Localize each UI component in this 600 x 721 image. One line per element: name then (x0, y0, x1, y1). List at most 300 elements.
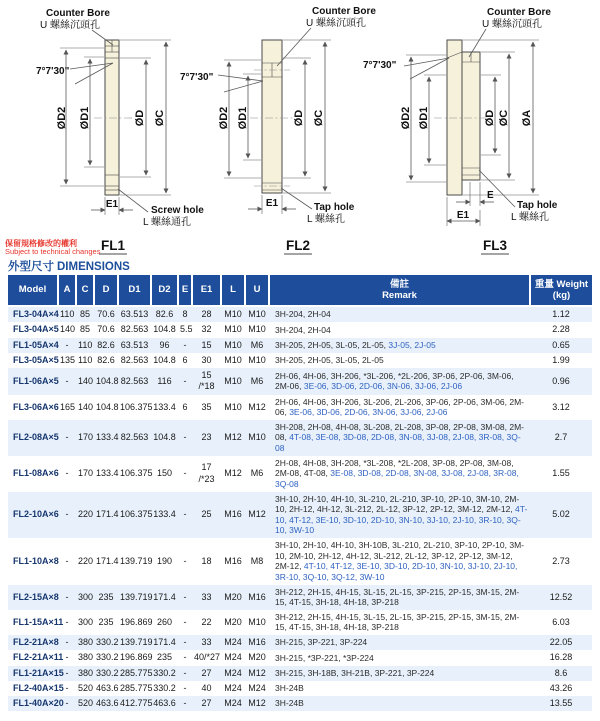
a-cell: - (58, 338, 76, 353)
remark-text: 3H-205, 2H-05, 3L-05, 2L-05 (275, 355, 384, 366)
u-cell: M10 (245, 420, 269, 456)
col-header-d1: D1 (118, 275, 151, 306)
remark-cell (269, 395, 530, 420)
fl1-counterbore-leader (92, 30, 113, 45)
u-cell: M6 (245, 338, 269, 353)
e1-cell: 40/*27 (194, 652, 221, 663)
c-cell: 110 (78, 354, 93, 365)
fl2-counter-bore-label-zh: U 螺絲沉頭孔 (306, 18, 366, 29)
remark-text: 3H-24B (275, 698, 304, 709)
remark-text: 3H-10, 2H-10, 4H-10, 3H-10B, 3L-210, 2L-210, 3P-10, 2P-10, 3M-10, 2M-10, 2H-12, 4H-12, 3L-212, 2L-12, 3P-12, 2P-12, 3M-12, 2M-12, (275, 540, 524, 572)
c-cell: 85 (76, 306, 94, 322)
u-cell: M16 (245, 635, 269, 650)
e-cell: - (178, 666, 192, 681)
remark-cell (269, 696, 530, 711)
col-header-d: D (94, 275, 118, 306)
a-cell: - (65, 652, 69, 663)
c-cell: 170 (78, 467, 94, 478)
remark-text-blue: 4T-10, 4T-12, 3E-10, 3D-10, 2D-10, 3N-10, 3J-10, 2J-10, 3R-10, 3Q-10, 3W-10 (275, 504, 528, 536)
e1-cell: 32 (201, 324, 212, 335)
e1-cell: 17 /*23 (198, 462, 215, 484)
table-row (8, 456, 592, 492)
section-title-en: DIMENSIONS (57, 261, 130, 273)
weight-cell: 13.55 (530, 696, 592, 711)
c-cell: 380 (76, 635, 94, 650)
e1-cell: 30 (201, 354, 212, 365)
l-cell: M24 (221, 696, 245, 711)
l-cell: M24 (224, 652, 242, 663)
model-cell: FL2-40A×15 (13, 682, 64, 693)
flange-diagrams (0, 0, 600, 258)
d-cell: 235 (94, 585, 118, 610)
fl1-dia-label-od2: ØD2 (55, 106, 68, 130)
e-cell: 5.5 (180, 324, 193, 335)
model-cell: FL1-40A×20 (8, 696, 58, 711)
c-cell: 520 (76, 696, 94, 711)
model-cell: FL1-15A×11 (13, 616, 64, 627)
e1-cell: 15 /*18 (192, 368, 221, 395)
table-row (8, 338, 592, 353)
remark-cell (269, 368, 530, 395)
a-cell: 110 (58, 306, 76, 322)
fl2-dia-label-oc: ØC (312, 109, 325, 127)
e1-cell: 22 (201, 616, 212, 627)
fl2-counter-bore-label-en: Counter Bore (312, 6, 376, 17)
l-cell: M24 (221, 666, 245, 681)
d-cell: 70.6 (94, 306, 118, 322)
d1-cell: 82.563 (118, 420, 151, 456)
c-cell: 300 (78, 616, 94, 627)
model-cell: FL1-05A×4 (8, 338, 58, 353)
l-cell: M16 (221, 492, 245, 539)
fl1-hole-label-zh: L 螺絲通孔 (143, 217, 191, 228)
table-row (8, 306, 592, 322)
remark-text: 3H-205, 2H-05, 3L-05, 2L-05, (275, 339, 387, 350)
model-cell: FL3-05A×5 (13, 354, 59, 365)
l-cell: M24 (224, 682, 242, 693)
model-cell: FL1-06A×5 (8, 368, 58, 395)
c-cell: 220 (76, 492, 94, 539)
fl2-taper-line (218, 75, 263, 81)
d2-cell: 171.4 (151, 585, 178, 610)
table-row (8, 538, 592, 585)
weight-cell: 6.03 (552, 616, 570, 627)
d1-cell: 139.719 (118, 585, 151, 610)
e-cell: 6 (182, 401, 188, 412)
d1-cell: 139.719 (118, 635, 151, 650)
weight-cell: 22.05 (530, 635, 592, 650)
d2-cell: 463.6 (151, 696, 178, 711)
l-cell: M20 (221, 585, 245, 610)
col-header-l: L (221, 275, 245, 306)
remark-text: 3H-215, 3H-18B, 3H-21B, 3P-221, 3P-224 (275, 667, 435, 678)
model-cell: FL1-10A×8 (13, 555, 59, 566)
remark-cell (269, 610, 530, 635)
e-cell: - (178, 585, 192, 610)
c-cell: 220 (78, 555, 94, 566)
fl1-dia-label-od1: ØD1 (78, 106, 91, 130)
table-header-row (8, 275, 592, 306)
a-cell: - (58, 585, 76, 610)
d2-cell: 116 (151, 368, 178, 395)
fl3-e1-label: E1 (456, 210, 470, 221)
col-header-c: C (76, 275, 94, 306)
col-header-weight (530, 275, 592, 306)
disclaimer-en: Subject to technical changes (5, 247, 101, 257)
d1-cell: 63.513 (118, 306, 151, 322)
fl1-counter-bore-label-en: Counter Bore (46, 8, 110, 19)
a-cell: - (65, 616, 69, 627)
e-cell: - (183, 616, 187, 627)
col-header-model: Model (8, 275, 58, 306)
a-cell: - (58, 696, 76, 711)
l-cell: M10 (221, 338, 245, 353)
a-cell: - (58, 420, 76, 456)
c-cell: 170 (76, 420, 94, 456)
e-cell: - (178, 492, 192, 539)
fl2-title: FL2 (285, 238, 311, 253)
u-cell: M8 (250, 555, 264, 566)
d1-cell: 82.563 (118, 368, 151, 395)
fl3-dia-label-od1: ØD1 (417, 106, 430, 130)
d1-cell: 63.513 (118, 338, 151, 353)
table-row (8, 635, 592, 650)
e1-cell: 25 (192, 492, 221, 539)
table-row (8, 666, 592, 681)
fl3-dia-label-od2: ØD2 (399, 106, 412, 130)
fl3-flange-hub (447, 40, 462, 195)
u-cell: M20 (248, 652, 266, 663)
remark-text: 2H-06, 4H-06, 3H-206, 3L-206, 2L-206, 3P-06, 2P-06, 3M-06, 2M-06, (275, 396, 524, 418)
d2-cell: 235 (156, 652, 173, 663)
dimensions-table-body (8, 306, 592, 711)
remark-text: 3H-24B (275, 683, 304, 694)
e-cell: - (178, 420, 192, 456)
d2-cell: 330.2 (153, 682, 176, 693)
d-cell: 70.6 (97, 324, 115, 335)
d1-cell: 106.375 (118, 492, 151, 539)
fl1-dia-label-od: ØD (133, 109, 146, 127)
fl3-hole-label-zh: L 螺絲孔 (511, 212, 549, 223)
col-header-d2: D2 (151, 275, 178, 306)
fl3-counter-bore-label-en: Counter Bore (487, 7, 551, 18)
weight-cell: 5.02 (530, 492, 592, 539)
e1-cell: 27 (192, 696, 221, 711)
e1-cell: 33 (192, 585, 221, 610)
d1-cell: 106.375 (120, 401, 153, 412)
weight-cell: 8.6 (530, 666, 592, 681)
table-row (8, 585, 592, 610)
col-header-remark-en: Remark (382, 290, 417, 301)
table-row (8, 650, 592, 665)
remark-text: 3H-215, 3P-221, 3P-224 (275, 637, 368, 648)
remark-text: 3H-10, 2H-10, 4H-10, 3L-210, 2L-210, 3P-10, 2P-10, 3M-10, 2M-10, 2H-12, 4H-12, 3L-212, 2L-12, 3P-12, 2P-12, 3M-12, 2M-12, (275, 493, 520, 515)
remark-cell (269, 538, 530, 585)
fl3-title: FL3 (482, 238, 508, 253)
c-cell: 380 (76, 666, 94, 681)
fl1-dia-label-oc: ØC (153, 109, 166, 127)
d-cell: 171.4 (96, 555, 119, 566)
remark-cell (269, 585, 530, 610)
l-cell: M16 (224, 555, 242, 566)
d-cell: 82.6 (94, 338, 118, 353)
a-cell: 165 (60, 401, 76, 412)
d1-cell: 196.869 (120, 652, 153, 663)
fl2-e1-label: E1 (265, 198, 279, 209)
remark-text-blue: 3J-05, 2J-05 (388, 339, 436, 350)
e-cell: - (183, 467, 187, 478)
d2-cell: 96 (151, 338, 178, 353)
table-row (8, 610, 592, 635)
e-cell: - (183, 652, 187, 663)
fl1-screwhole-leader (118, 189, 148, 212)
d2-cell: 104.8 (153, 324, 176, 335)
c-cell: 520 (78, 682, 94, 693)
u-cell: M12 (245, 492, 269, 539)
d1-cell: 196.869 (120, 616, 153, 627)
e-cell: 8 (178, 306, 192, 322)
fl2-diagram (180, 6, 376, 254)
a-cell: - (65, 555, 69, 566)
fl1-hole-label-en: Screw hole (151, 205, 204, 216)
d2-cell: 150 (156, 467, 173, 478)
fl3-dia-label-oa: ØA (520, 109, 533, 127)
l-cell: M12 (221, 420, 245, 456)
table-row (8, 395, 592, 420)
d-cell: 104.8 (96, 401, 119, 412)
c-cell: 110 (76, 338, 94, 353)
d-cell: 133.4 (96, 467, 119, 478)
col-header-e: E (178, 275, 192, 306)
col-header-u: U (245, 275, 269, 306)
d1-cell: 82.563 (120, 354, 149, 365)
fl3-e-label: E (487, 190, 494, 201)
dimensions-table (8, 275, 592, 711)
e1-cell: 15 (192, 338, 221, 353)
l-cell: M20 (224, 616, 242, 627)
e-cell: - (183, 555, 187, 566)
weight-cell: 43.26 (549, 682, 573, 693)
weight-cell: 0.65 (530, 338, 592, 353)
e1-cell: 23 (192, 420, 221, 456)
col-header-weight-line1: 重量 Weight (534, 278, 589, 290)
remark-text: 3H-204, 2H-04 (275, 324, 331, 335)
weight-cell: 0.96 (530, 368, 592, 395)
fl3-dia-label-oc: ØC (497, 109, 510, 127)
remark-text: 3H-212, 2H-15, 4H-15, 3L-15, 2L-15, 3P-215, 2P-15, 3M-15, 2M-15, 4T-15, 3H-18, 4H-18, 3P-218 (275, 611, 520, 633)
d-cell: 463.6 (96, 682, 119, 693)
remark-cell (269, 635, 530, 650)
remark-cell (269, 650, 530, 665)
table-row (8, 322, 592, 337)
d2-cell: 133.4 (151, 492, 178, 539)
u-cell: M12 (245, 666, 269, 681)
table-row (8, 696, 592, 711)
u-cell: M10 (248, 616, 266, 627)
a-cell: - (65, 467, 69, 478)
fl3-taphole-leader (479, 170, 515, 207)
fl1-title: FL1 (100, 238, 126, 253)
fl2-dia-label-od: ØD (292, 109, 305, 127)
l-cell: M24 (221, 635, 245, 650)
fl1-counter-bore-label-zh: U 螺絲沉頭孔 (40, 20, 100, 31)
remark-text: 3H-212, 2H-15, 4H-15, 3L-15, 2L-15, 3P-215, 2P-15, 3M-15, 2M-15, 4T-15, 3H-18, 4H-18, 3P-218 (275, 586, 520, 608)
d1-cell: 139.719 (120, 555, 153, 566)
d2-cell: 260 (156, 616, 173, 627)
remark-cell (269, 353, 530, 368)
model-cell: FL2-08A×5 (8, 420, 58, 456)
fl1-angle-label: 7°7'30" (36, 66, 70, 77)
remark-text: 3H-208, 2H-08, 4H-08, 3L-208, 2L-208, 3P-08, 2P-08, 3M-08, 2M-08, (275, 421, 524, 443)
remark-text: 3H-215, *3P-221, *3P-224 (275, 652, 374, 663)
d2-cell: 171.4 (151, 635, 178, 650)
e1-cell: 28 (192, 306, 221, 322)
remark-cell (269, 456, 530, 492)
weight-cell: 12.52 (530, 585, 592, 610)
remark-cell (269, 666, 530, 681)
u-cell: M10 (248, 354, 266, 365)
d1-cell: 412.775 (118, 696, 151, 711)
e-cell: - (178, 368, 192, 395)
weight-cell: 16.28 (549, 652, 573, 663)
e1-cell: 40 (201, 682, 212, 693)
c-cell: 85 (79, 324, 90, 335)
e-cell: - (178, 635, 192, 650)
remark-text: 2H-08, 4H-08, 3H-208, *3L-208, *2L-208, 3P-08, 2P-08, 3M-08, 2M-08, 4T-08, (275, 457, 514, 479)
fl1-e1-label: E1 (105, 199, 119, 210)
remark-cell (269, 492, 530, 539)
d2-cell: 104.8 (153, 354, 176, 365)
a-cell: - (58, 492, 76, 539)
l-cell: M10 (221, 368, 245, 395)
weight-cell: 2.73 (552, 555, 570, 566)
d-cell: 104.8 (94, 368, 118, 395)
u-cell: M16 (245, 585, 269, 610)
d-cell: 330.2 (94, 666, 118, 681)
u-cell: M10 (248, 324, 266, 335)
remark-text-blue: 3E-06, 3D-06, 2D-06, 3N-06, 3J-06, 2J-06 (303, 381, 463, 392)
table-row (8, 368, 592, 395)
table-row (8, 492, 592, 539)
u-cell: M24 (248, 682, 266, 693)
l-cell: M10 (224, 354, 242, 365)
remark-text-blue: 4T-08, 3E-08, 3D-08, 2D-08, 3N-08, 3J-08, 2J-08, 3R-08, 3Q-08 (275, 432, 521, 453)
d-cell: 171.4 (94, 492, 118, 539)
weight-cell: 1.12 (530, 306, 592, 322)
e1-cell: 35 (201, 401, 212, 412)
fl2-taper-line (224, 81, 263, 92)
d-cell: 330.2 (96, 652, 119, 663)
remark-text-blue: 4T-10, 4T-12, 3E-10, 3D-10, 2D-10, 3N-10, 3J-10, 2J-10, 3R-10, 3Q-10, 3Q-12, 3W-10 (275, 561, 518, 582)
d-cell: 133.4 (94, 420, 118, 456)
l-cell: M10 (221, 306, 245, 322)
model-cell: FL1-08A×6 (13, 467, 59, 478)
model-cell: FL2-21A×8 (8, 635, 58, 650)
d1-cell: 106.375 (120, 467, 153, 478)
fl2-taphole-leader (281, 188, 312, 209)
fl2-dia-label-od1: ØD1 (236, 106, 249, 130)
remark-cell (269, 322, 530, 337)
fl3-dia-label-od: ØD (483, 109, 496, 127)
remark-text: 2H-06, 4H-06, 3H-206, *3L-206, *2L-206, 3P-06, 2P-06, 3M-06, 2M-06, (275, 370, 514, 392)
d2-cell: 190 (156, 555, 173, 566)
c-cell: 300 (76, 585, 94, 610)
c-cell: 140 (76, 368, 94, 395)
d-cell: 463.6 (94, 696, 118, 711)
weight-cell: 3.12 (552, 401, 570, 412)
u-cell: M6 (245, 368, 269, 395)
remark-cell (269, 306, 530, 322)
d2-cell: 82.6 (151, 306, 178, 322)
section-title-zh: 外型尺寸 (8, 261, 54, 273)
d2-cell: 330.2 (151, 666, 178, 681)
weight-cell: 1.99 (552, 354, 570, 365)
l-cell: M10 (224, 324, 242, 335)
remark-cell (269, 338, 530, 353)
model-cell: FL2-10A×6 (8, 492, 58, 539)
fl3-counter-bore-label-zh: U 螺絲沉頭孔 (482, 19, 542, 30)
model-cell: FL3-04A×4 (8, 306, 58, 322)
fl2-hole-label-zh: L 螺絲孔 (307, 214, 345, 225)
e-cell: 6 (182, 354, 188, 365)
model-cell: FL3-04A×5 (13, 324, 59, 335)
col-header-e1: E1 (192, 275, 221, 306)
remark-cell (269, 681, 530, 696)
table-row (8, 353, 592, 368)
fl3-diagram (363, 7, 558, 254)
d1-cell: 285.775 (118, 666, 151, 681)
u-cell: M6 (250, 467, 264, 478)
a-cell: 140 (60, 324, 76, 335)
e-cell: - (178, 696, 192, 711)
u-cell: M12 (245, 696, 269, 711)
section-title (8, 258, 130, 274)
e1-cell: 18 (201, 555, 212, 566)
col-header-weight-line2: (kg) (552, 290, 571, 301)
model-cell: FL3-06A×6 (13, 401, 59, 412)
weight-cell: 2.28 (552, 324, 570, 335)
fl2-angle-label: 7°7'30" (180, 72, 214, 83)
remark-text-blue: 3E-08, 3D-08, 2D-08, 3N-08, 3J-08, 2J-08, 3R-08, 3Q-08 (275, 468, 519, 489)
d1-cell: 285.775 (120, 682, 153, 693)
d-cell: 235 (98, 616, 114, 627)
a-cell: 135 (60, 354, 76, 365)
fl3-angle-label: 7°7'30" (363, 60, 397, 71)
col-header-remark (269, 275, 530, 306)
e1-cell: 27 (192, 666, 221, 681)
weight-cell: 2.7 (530, 420, 592, 456)
e-cell: - (178, 338, 192, 353)
e1-cell: 33 (192, 635, 221, 650)
d-cell: 330.2 (94, 635, 118, 650)
c-cell: 380 (78, 652, 94, 663)
u-cell: M12 (248, 401, 266, 412)
model-cell: FL2-15A×8 (8, 585, 58, 610)
a-cell: - (58, 368, 76, 395)
table-row (8, 420, 592, 456)
d-cell: 82.6 (97, 354, 115, 365)
l-cell: M10 (224, 401, 242, 412)
u-cell: M10 (245, 306, 269, 322)
a-cell: - (58, 666, 76, 681)
model-cell: FL2-21A×11 (13, 652, 64, 663)
fl1-diagram (36, 8, 204, 254)
d2-cell: 133.4 (153, 401, 176, 412)
d2-cell: 104.8 (151, 420, 178, 456)
disclaimer-zh: 保留規格修改的權利 (5, 239, 77, 248)
fl2-hole-label-en: Tap hole (314, 202, 355, 213)
fl2-dia-label-od2: ØD2 (217, 106, 230, 130)
